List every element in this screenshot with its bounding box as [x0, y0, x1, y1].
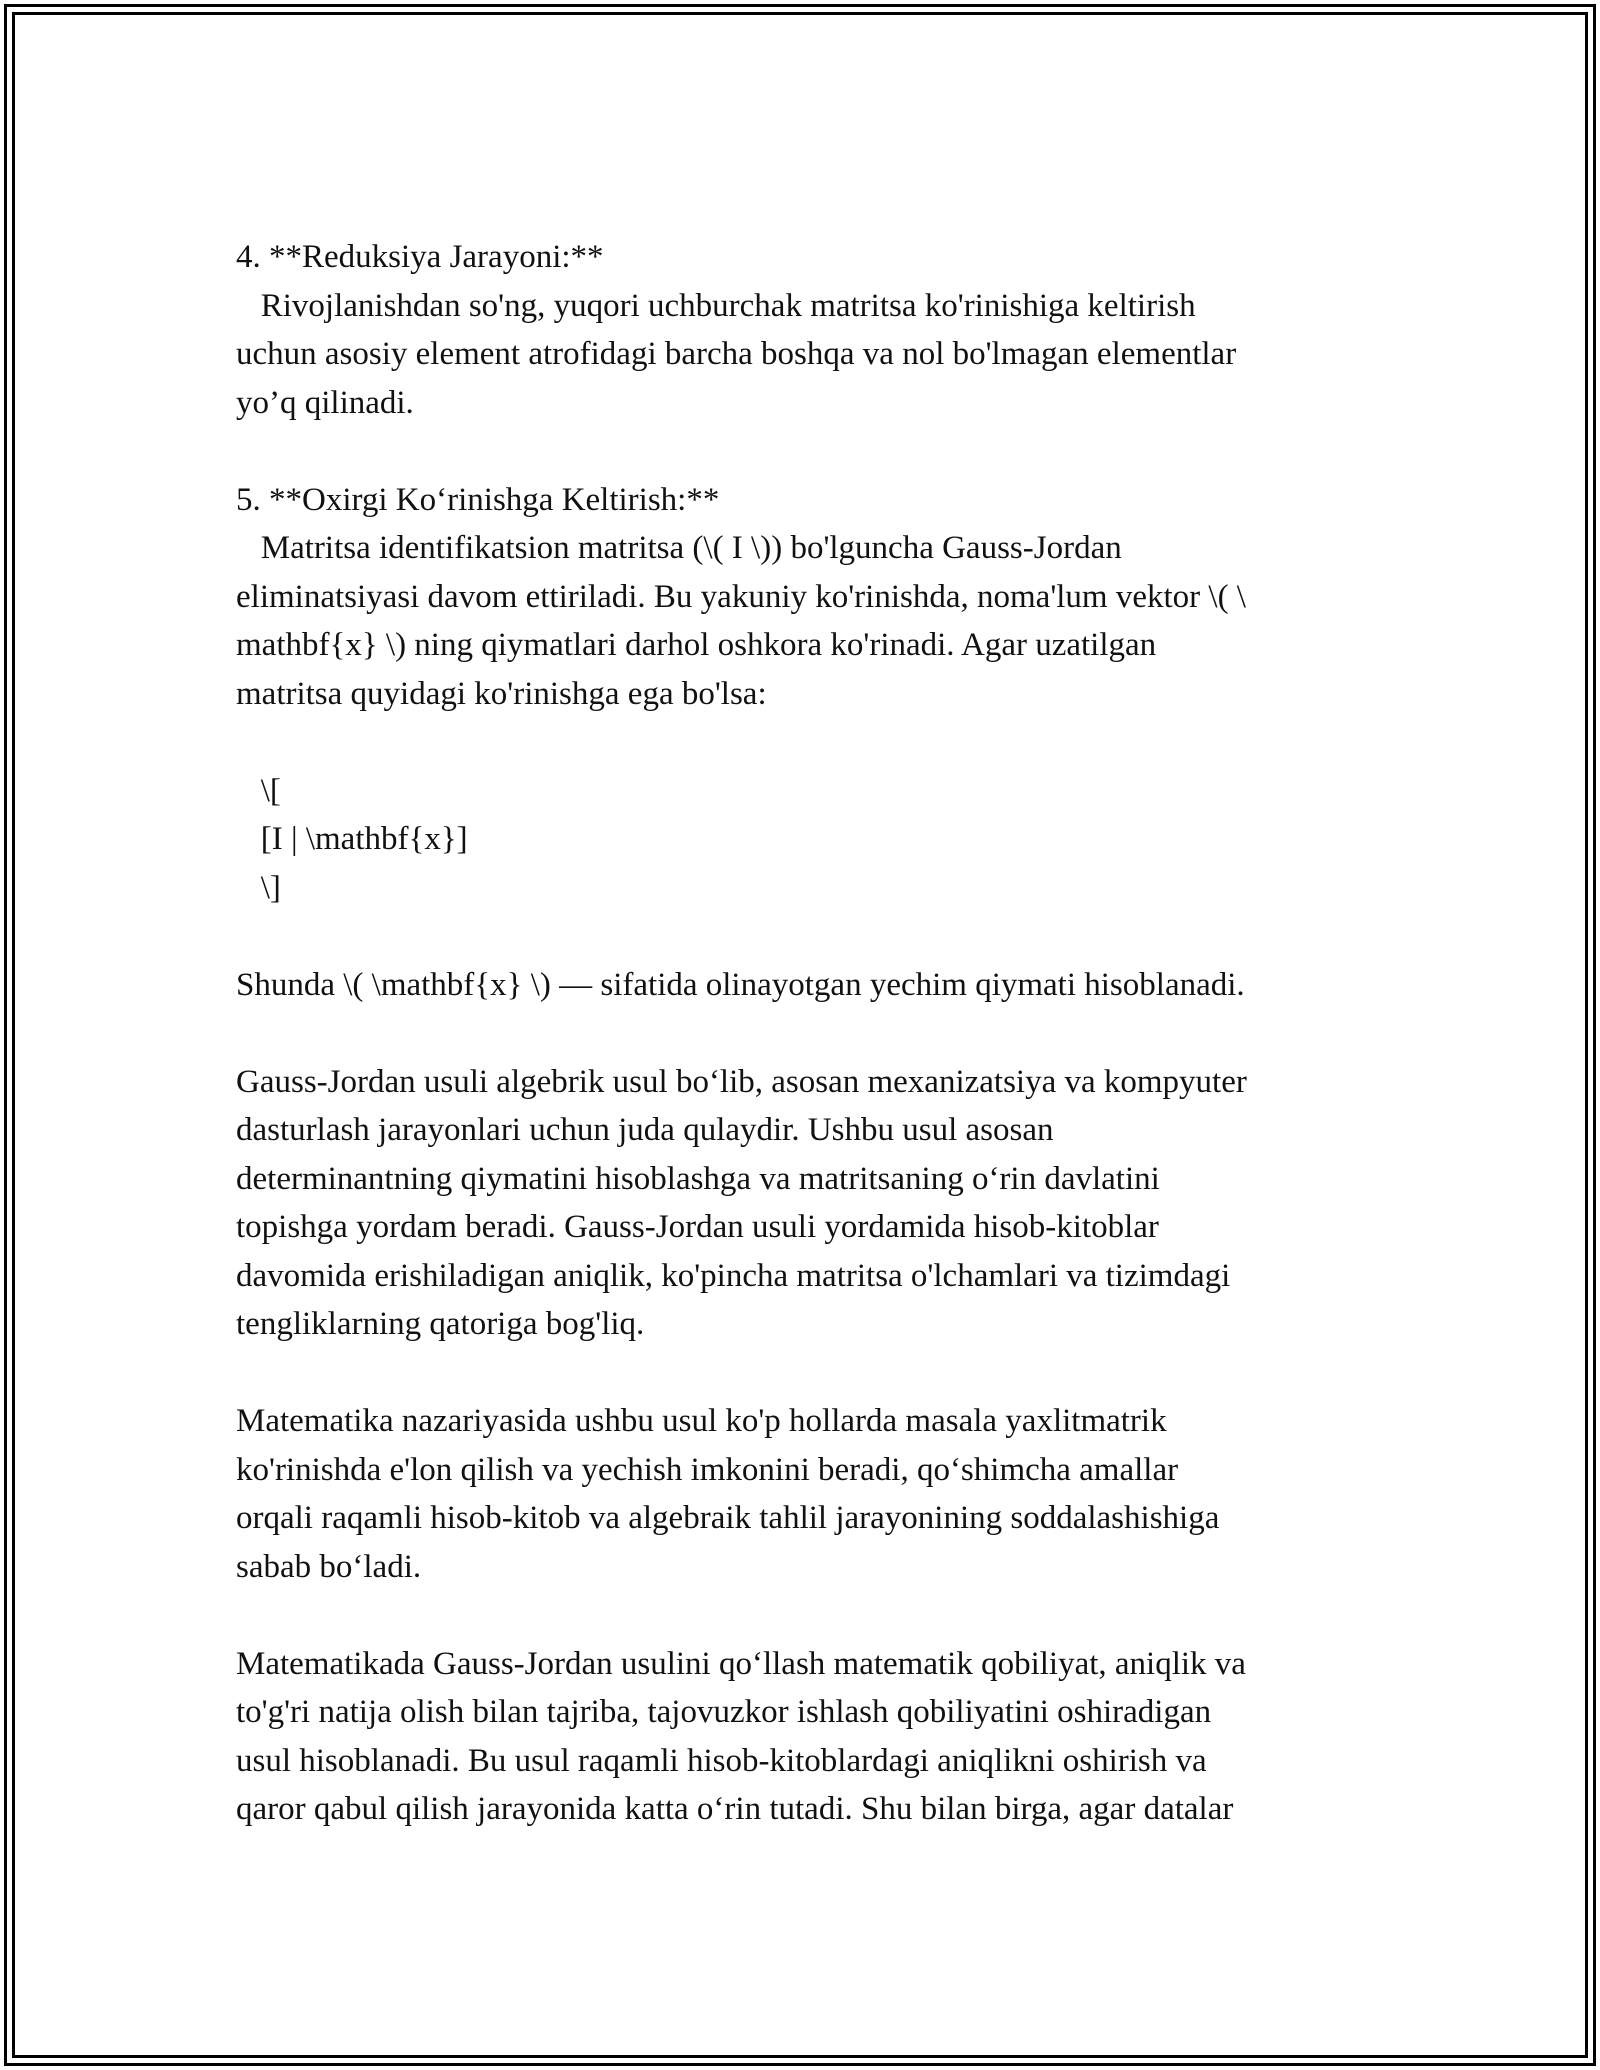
text-line: qaror qabul qilish jarayonida katta o‘rin tutadi. Shu bilan birga, agar datalar	[236, 1791, 1234, 1827]
text-line: orqali raqamli hisob-kitob va algebraik tahlil jarayonining soddalashishiga	[236, 1500, 1220, 1536]
paragraph-gap	[236, 912, 1376, 961]
paragraph-gap	[236, 427, 1376, 476]
text-line: Matematikada Gauss-Jordan usulini qo‘llash matematik qobiliyat, aniqlik va	[236, 1645, 1246, 1682]
paragraph-gap	[236, 1591, 1376, 1640]
formula-line: \[	[236, 772, 281, 809]
paragraph-gap	[236, 1009, 1376, 1058]
text-line: uchun asosiy element atrofidagi barcha boshqa va nol bo'lmagan elementlar	[236, 336, 1237, 372]
text-line: usul hisoblanadi. Bu usul raqamli hisob-kitoblardagi aniqlikni oshirish va	[236, 1742, 1207, 1779]
text-line: Rivojlanishdan so'ng, yuqori uchburchak matritsa ko'rinishiga keltirish	[236, 287, 1196, 324]
text-line: topishga yordam beradi. Gauss-Jordan usuli yordamida hisob-kitoblar	[236, 1209, 1159, 1245]
text-line: to'g'ri natija olish bilan tajriba, tajovuzkor ishlash qobiliyatini oshiradigan	[236, 1694, 1212, 1730]
text-line: tengliklarning qatoriga bog'liq.	[236, 1306, 645, 1342]
text-line: Gauss-Jordan usuli algebrik usul bo‘lib, asosan mexanizatsiya va kompyuter	[236, 1063, 1247, 1100]
text-line: sabab bo‘ladi.	[236, 1548, 422, 1585]
text-line: ko'rinishda e'lon qilish va yechish imkonini beradi, qo‘shimcha amallar	[236, 1451, 1179, 1488]
text-line: yo’q qilinadi.	[236, 384, 414, 421]
document-body	[236, 233, 1376, 1834]
text-line: Shunda \( \mathbf{x} \) — sifatida olinayotgan yechim qiymati hisoblanadi.	[236, 966, 1245, 1003]
text-line: determinantning qiymatini hisoblashga va matritsaning o‘rin davlatini	[236, 1160, 1160, 1197]
text-line: davomida erishiladigan aniqlik, ko'pincha matritsa o'lchamlari va tizimdagi	[236, 1257, 1231, 1294]
formula-line: \]	[236, 869, 281, 906]
text-line: matritsa quyidagi ko'rinishga ega bo'lsa:	[236, 675, 767, 712]
text-line: eliminatsiyasi davom ettiriladi. Bu yakuniy ko'rinishda, noma'lum vektor \( \	[236, 578, 1246, 615]
text-line: Matematika nazariyasida ushbu usul ko'p hollarda masala yaxlitmatrik	[236, 1403, 1167, 1439]
paragraph-gap	[236, 718, 1376, 767]
heading-step-4: 4. **Reduksiya Jarayoni:**	[236, 239, 604, 275]
heading-step-5: 5. **Oxirgi Ko‘rinishga Keltirish:**	[236, 481, 720, 518]
text-line: Matritsa identifikatsion matritsa (\( I \)) bo'lguncha Gauss-Jordan	[236, 530, 1122, 566]
text-line: mathbf{x} \) ning qiymatlari darhol oshkora ko'rinadi. Agar uzatilgan	[236, 627, 1157, 663]
paragraph-gap	[236, 1349, 1376, 1398]
formula-line: [I | \mathbf{x}]	[236, 821, 468, 857]
text-line: dasturlash jarayonlari uchun juda qulaydir. Ushbu usul asosan	[236, 1112, 1054, 1148]
